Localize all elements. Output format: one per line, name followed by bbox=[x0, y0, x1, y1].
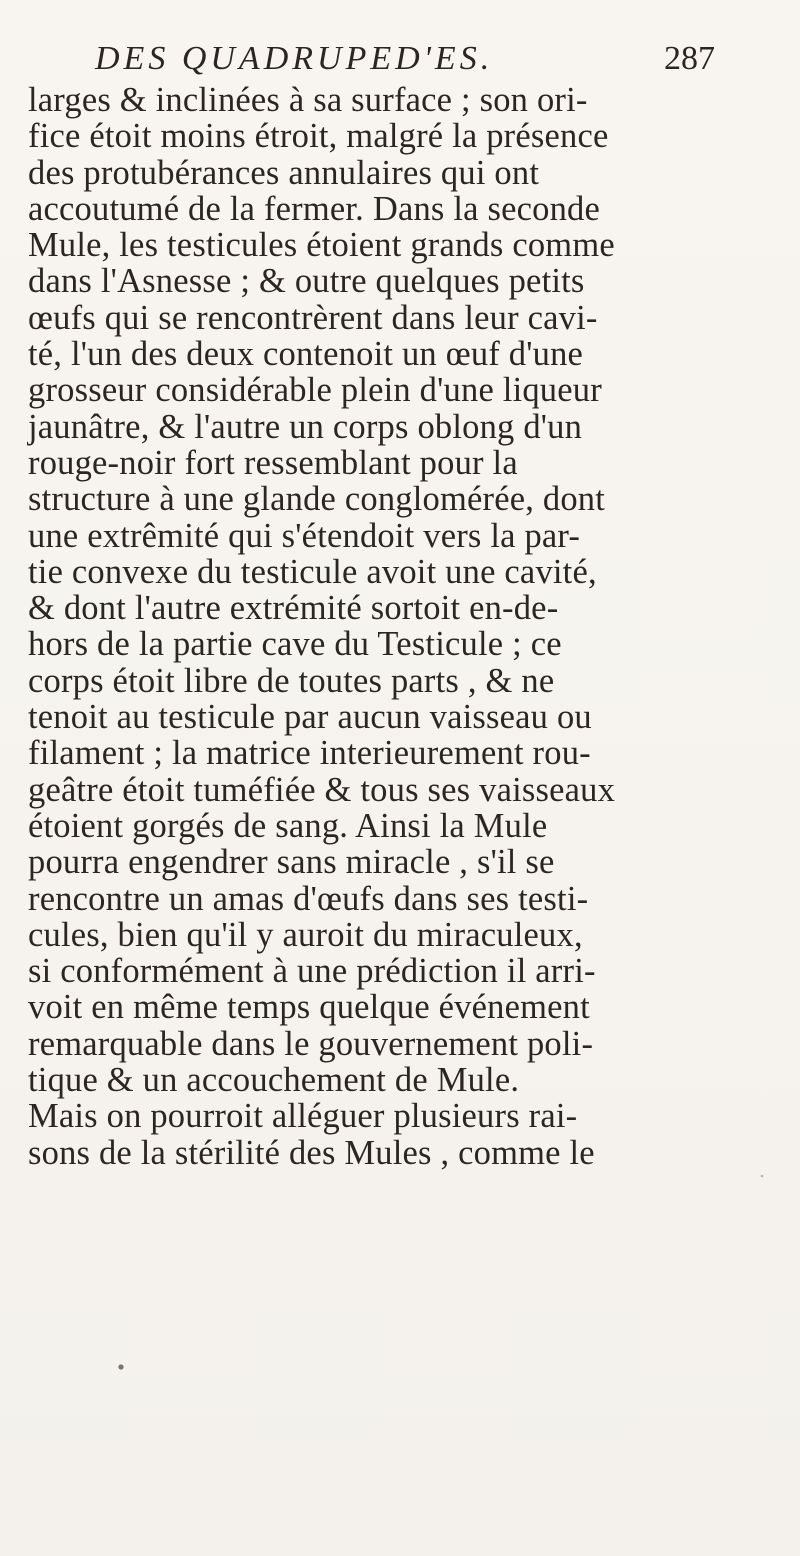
text-line: dans l'Asnesse ; & outre quelques petits bbox=[28, 262, 585, 301]
text-line: accoutumé de la fermer. Dans la seconde bbox=[28, 189, 600, 228]
text-line: cules, bien qu'il y auroit du miraculeux, bbox=[28, 915, 583, 954]
text-line: Mule, les testicules étoient grands comme bbox=[28, 226, 615, 265]
text-line: filament ; la matrice interieurement rou- bbox=[28, 734, 591, 773]
body-text bbox=[28, 82, 780, 1171]
text-line: Mais on pourroit alléguer plusieurs rai- bbox=[28, 1097, 578, 1136]
text-line: voit en même temps quelque événement bbox=[28, 988, 590, 1027]
text-line: tenoit au testicule par aucun vaisseau ou bbox=[28, 698, 592, 737]
text-line: si conformément à une prédiction il arri- bbox=[28, 952, 596, 991]
text-line: tie convexe du testicule avoit une cavité, bbox=[28, 552, 597, 591]
text-line: & dont l'autre extrémité sortoit en-de- bbox=[28, 589, 559, 628]
text-line: grosseur considérable plein d'une liqueur bbox=[28, 371, 602, 410]
text-line: pourra engendrer sans miracle , s'il se bbox=[28, 843, 555, 882]
text-line: remarquable dans le gouvernement poli- bbox=[28, 1024, 594, 1063]
text-line: fice étoit moins étroit, malgré la présence bbox=[28, 117, 609, 156]
text-line: étoient gorgés de sang. Ainsi la Mule bbox=[28, 806, 548, 845]
text-line: corps étoit libre de toutes parts , & ne bbox=[28, 661, 555, 700]
text-line: hors de la partie cave du Testicule ; ce bbox=[28, 625, 562, 664]
text-line: té, l'un des deux contenoit un œuf d'une bbox=[28, 335, 584, 374]
text-line: structure à une glande conglomérée, dont bbox=[28, 480, 606, 519]
text-line: geâtre étoit tuméfiée & tous ses vaisseaux bbox=[28, 770, 616, 809]
text-line: larges & inclinées à sa surface ; son ori- bbox=[28, 81, 588, 119]
text-line: une extrêmité qui s'étendoit vers la par- bbox=[28, 516, 581, 555]
text-line: des protubérances annulaires qui ont bbox=[28, 153, 540, 192]
text-line: sons de la stérilité des Mules , comme le bbox=[28, 1133, 595, 1172]
text-line: rencontre un amas d'œufs dans ses testi- bbox=[28, 879, 589, 918]
text-line: rouge-noir fort ressemblant pour la bbox=[28, 443, 518, 482]
text-line: tique & un accouchement de Mule. bbox=[28, 1061, 520, 1100]
ink-speck bbox=[118, 1364, 123, 1369]
page-number: 287 bbox=[664, 40, 715, 77]
running-title: DES QUADRUPED'ES. bbox=[95, 40, 494, 77]
ink-speck bbox=[761, 1175, 764, 1178]
text-line: œufs qui se rencontrèrent dans leur cavi- bbox=[28, 298, 598, 337]
text-line: jaunâtre, & l'autre un corps oblong d'un bbox=[28, 407, 583, 446]
